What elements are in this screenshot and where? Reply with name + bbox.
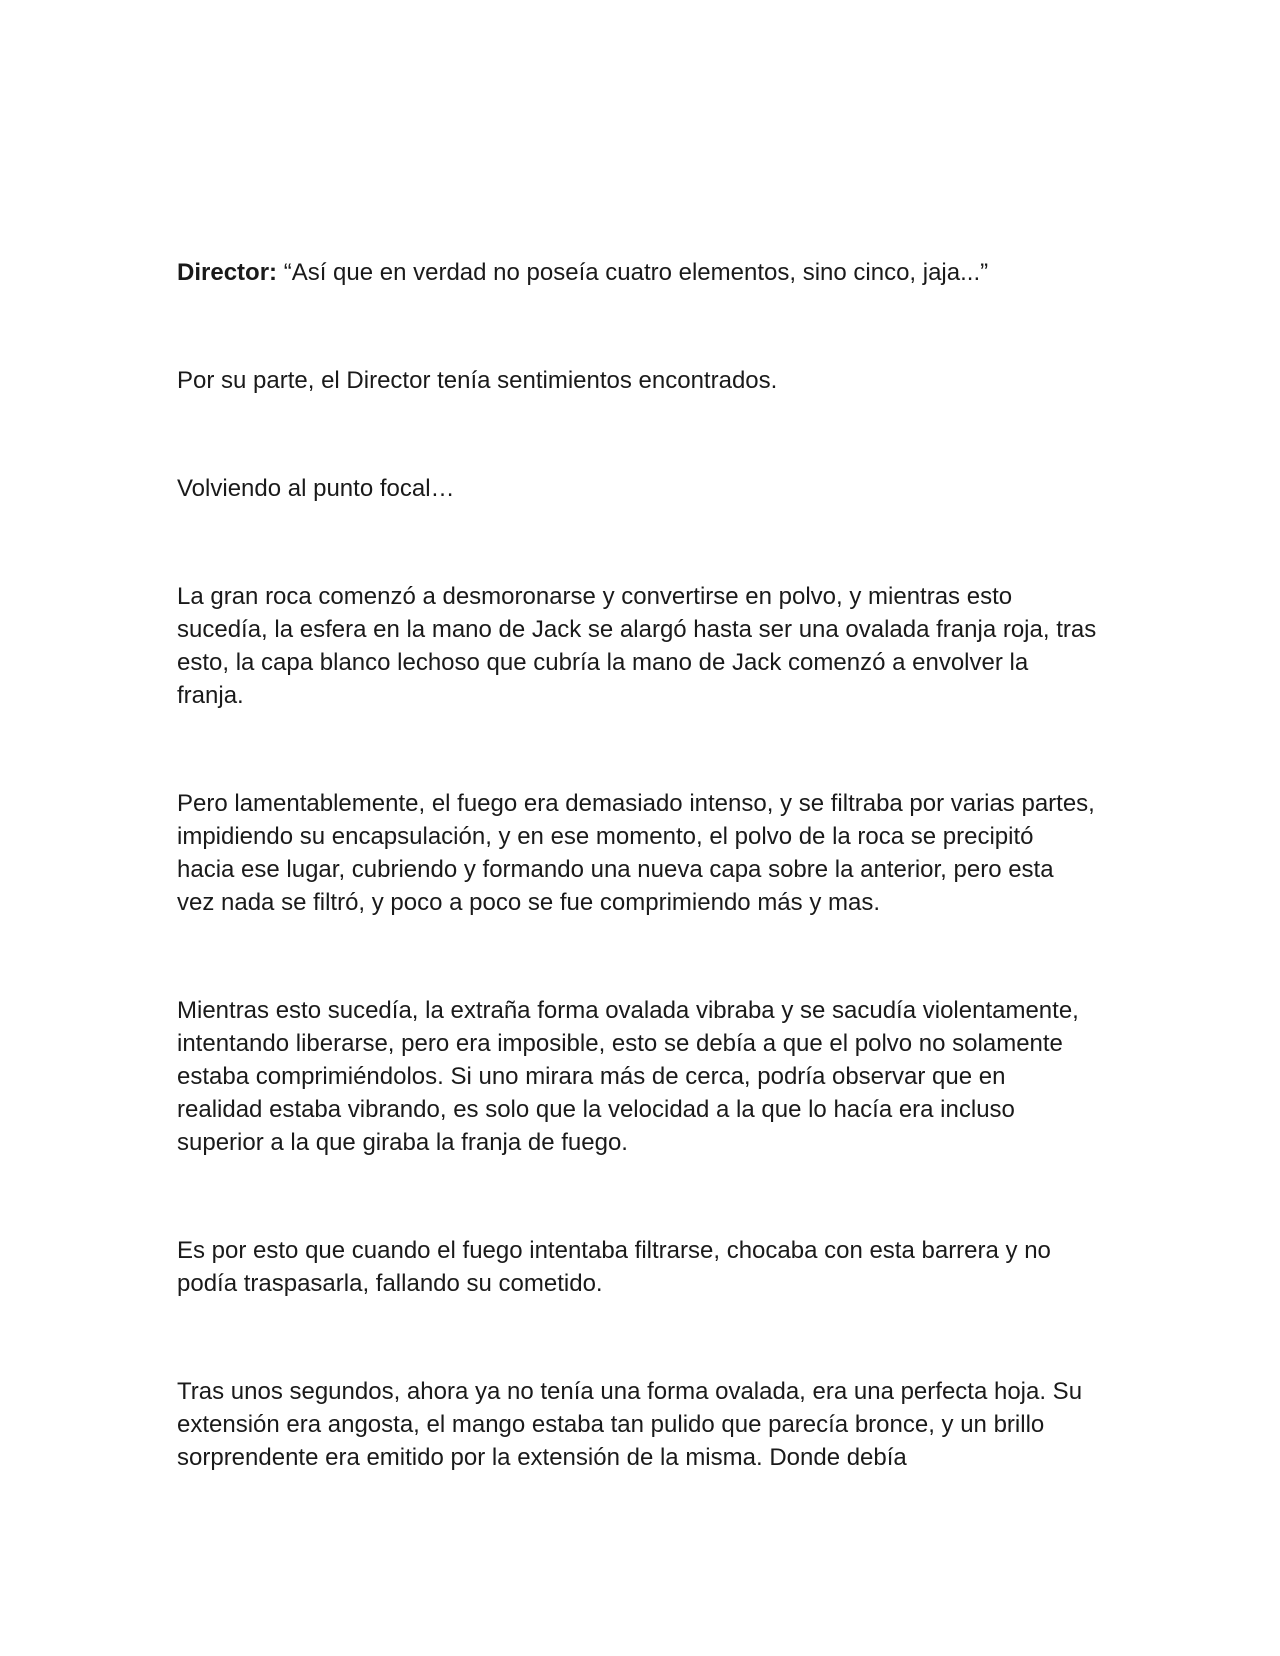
dialogue-paragraph [177,256,1097,289]
document-body [177,256,1097,1474]
speaker-name: Director: [177,259,278,286]
paragraph: Mientras esto sucedía, la extraña forma ovalada vibraba y se sacudía violentamente, intentando liberarse, pero era imposible, esto se debía a que el polvo no solamente estaba comprimiéndolos. Si uno mirara más de cerca, podría observar que en realidad estaba vibrando, es solo que la velocidad a la que lo hacía era incluso superior a la que giraba la franja de fuego. [177,997,1079,1156]
paragraph: Tras unos segundos, ahora ya no tenía una forma ovalada, era una perfecta hoja. Su extensión era angosta, el mango estaba tan pulido que parecía bronce, y un brillo sorprendente era emitido por la extensión de la misma. Donde debía [177,1378,1083,1471]
paragraph: Volviendo al punto focal… [177,475,455,502]
paragraph: Es por esto que cuando el fuego intentaba filtrarse, chocaba con esta barrera y no podía traspasarla, fallando su cometido. [177,1237,1051,1297]
paragraph: La gran roca comenzó a desmoronarse y convertirse en polvo, y mientras esto sucedía, la esfera en la mano de Jack se alargó hasta ser una ovalada franja roja, tras esto, la capa blanco lechoso que cubría la mano de Jack comenzó a envolver la franja. [177,583,1097,709]
dialogue-text: “Así que en verdad no poseía cuatro elementos, sino cinco, jaja...” [277,259,989,286]
paragraph: Por su parte, el Director tenía sentimientos encontrados. [177,367,778,394]
paragraph: Pero lamentablemente, el fuego era demasiado intenso, y se filtraba por varias partes, impidiendo su encapsulación, y en ese momento, el polvo de la roca se precipitó hacia ese lugar, cubriendo y formando una nueva capa sobre la anterior, pero esta vez nada se filtró, y poco a poco se fue comprimiendo más y mas. [177,790,1095,916]
